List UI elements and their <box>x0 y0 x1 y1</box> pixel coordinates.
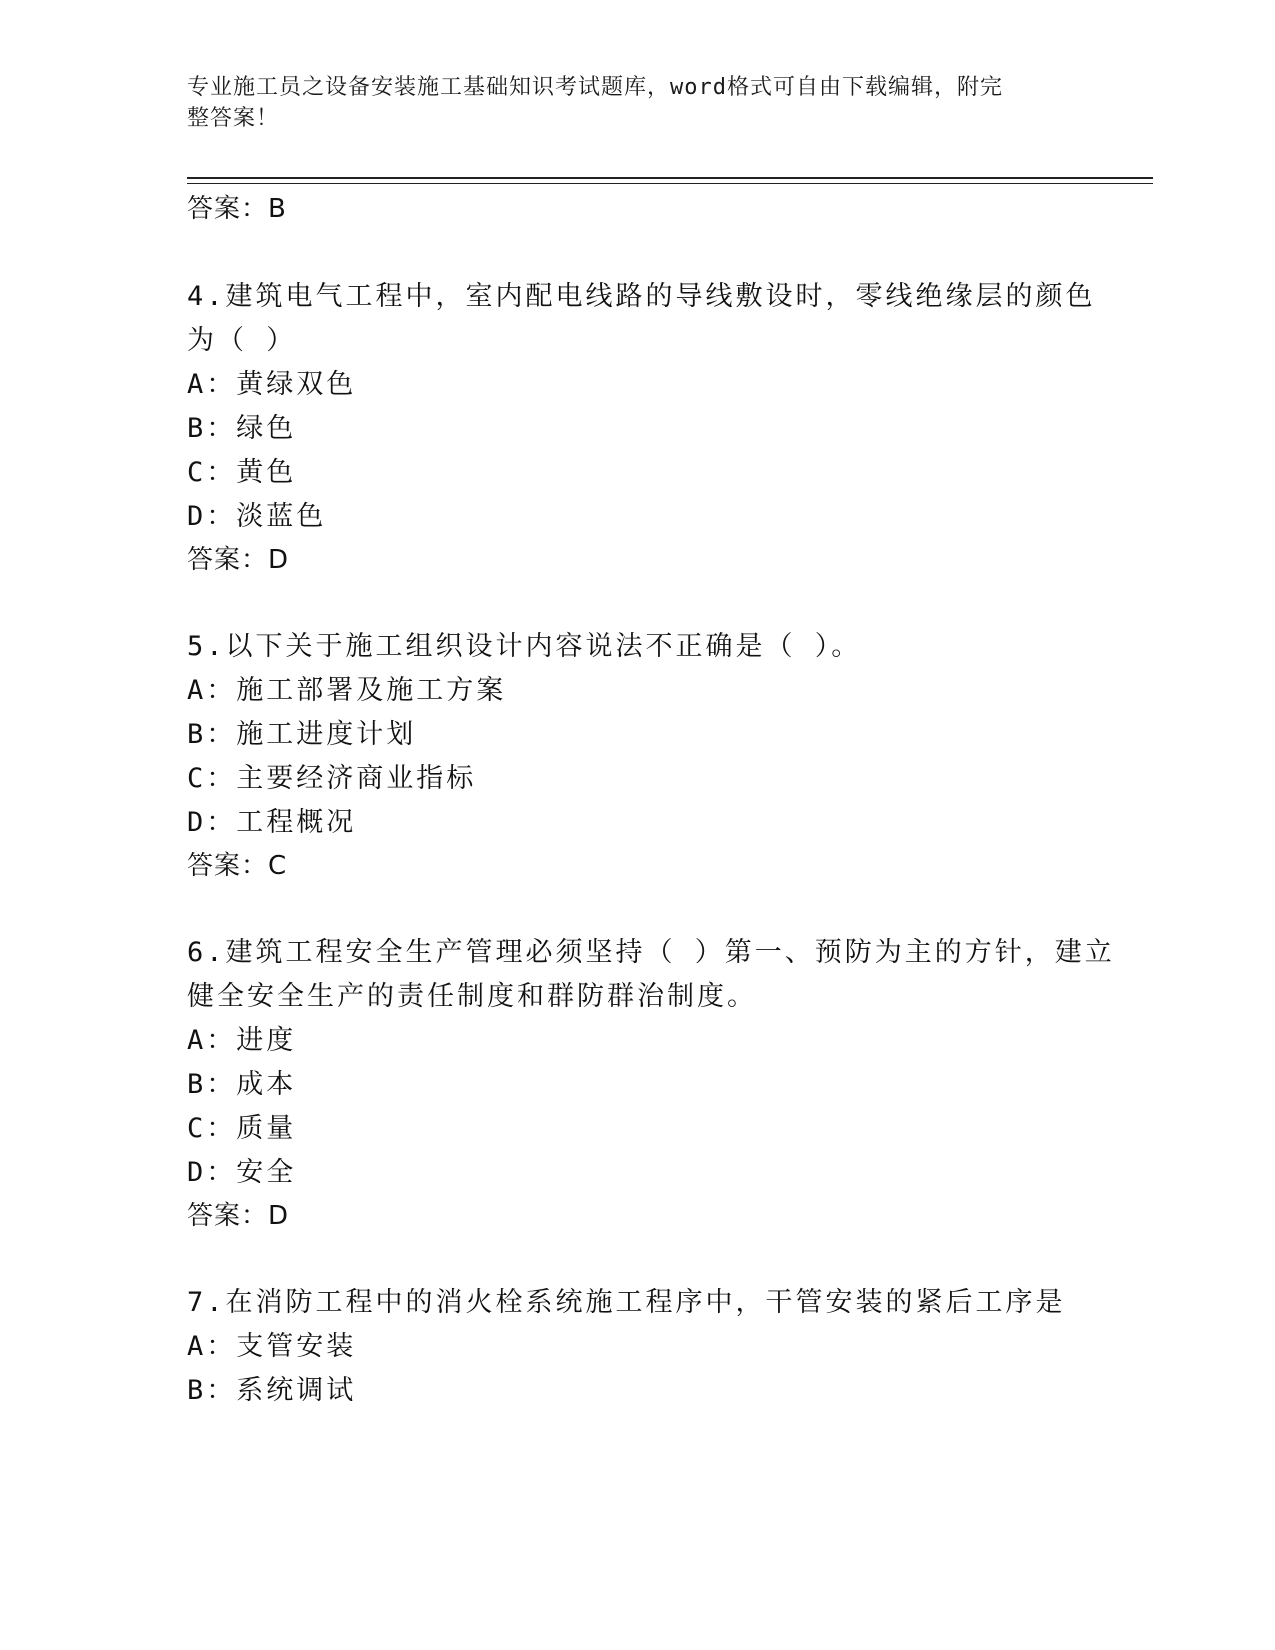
question-7-stem-line-1: 7.在消防工程中的消火栓系统施工程序中，干管安装的紧后工序是 <box>187 1287 1066 1318</box>
header-divider-thin <box>187 183 1153 184</box>
question-6-stem-line-2: 健全安全生产的责任制度和群防群治制度。 <box>187 981 757 1012</box>
question-6-option-a: A：进度 <box>187 1025 297 1056</box>
question-4-option-d: D：淡蓝色 <box>187 501 327 532</box>
question-7-option-a: A：支管安装 <box>187 1331 357 1362</box>
question-5-option-c: C：主要经济商业指标 <box>187 763 477 794</box>
question-5-option-a: A：施工部署及施工方案 <box>187 675 507 706</box>
question-5-stem-line-1: 5.以下关于施工组织设计内容说法不正确是（ ）。 <box>187 631 862 662</box>
header-line-2: 整答案！ <box>187 106 280 131</box>
question-6-option-d: D：安全 <box>187 1157 297 1188</box>
header-divider <box>187 177 1153 179</box>
question-6-stem-line-1: 6.建筑工程安全生产管理必须坚持（ ）第一、预防为主的方针，建立 <box>187 937 1115 968</box>
question-4-option-b: B：绿色 <box>187 413 297 444</box>
document-header <box>187 72 1067 134</box>
question-4-option-c: C：黄色 <box>187 457 297 488</box>
question-6-option-c: C：质量 <box>187 1113 297 1144</box>
question-6-option-b: B：成本 <box>187 1069 297 1100</box>
question-4-stem-line-1: 4.建筑电气工程中，室内配电线路的导线敷设时，零线绝缘层的颜色 <box>187 281 1096 312</box>
question-6-answer: 答案：D <box>187 1201 290 1231</box>
question-5-option-b: B：施工进度计划 <box>187 719 417 750</box>
question-4-answer: 答案：D <box>187 545 290 575</box>
answer-previous: 答案：B <box>187 194 287 224</box>
question-4-stem-line-2: 为（ ） <box>187 325 297 356</box>
question-5-answer: 答案：C <box>187 851 288 881</box>
question-5-option-d: D：工程概况 <box>187 807 357 838</box>
header-line-1: 专业施工员之设备安装施工基础知识考试题库，word格式可自由下载编辑，附完 <box>187 75 1003 100</box>
question-4-option-a: A：黄绿双色 <box>187 369 357 400</box>
question-7-option-b: B：系统调试 <box>187 1375 357 1406</box>
